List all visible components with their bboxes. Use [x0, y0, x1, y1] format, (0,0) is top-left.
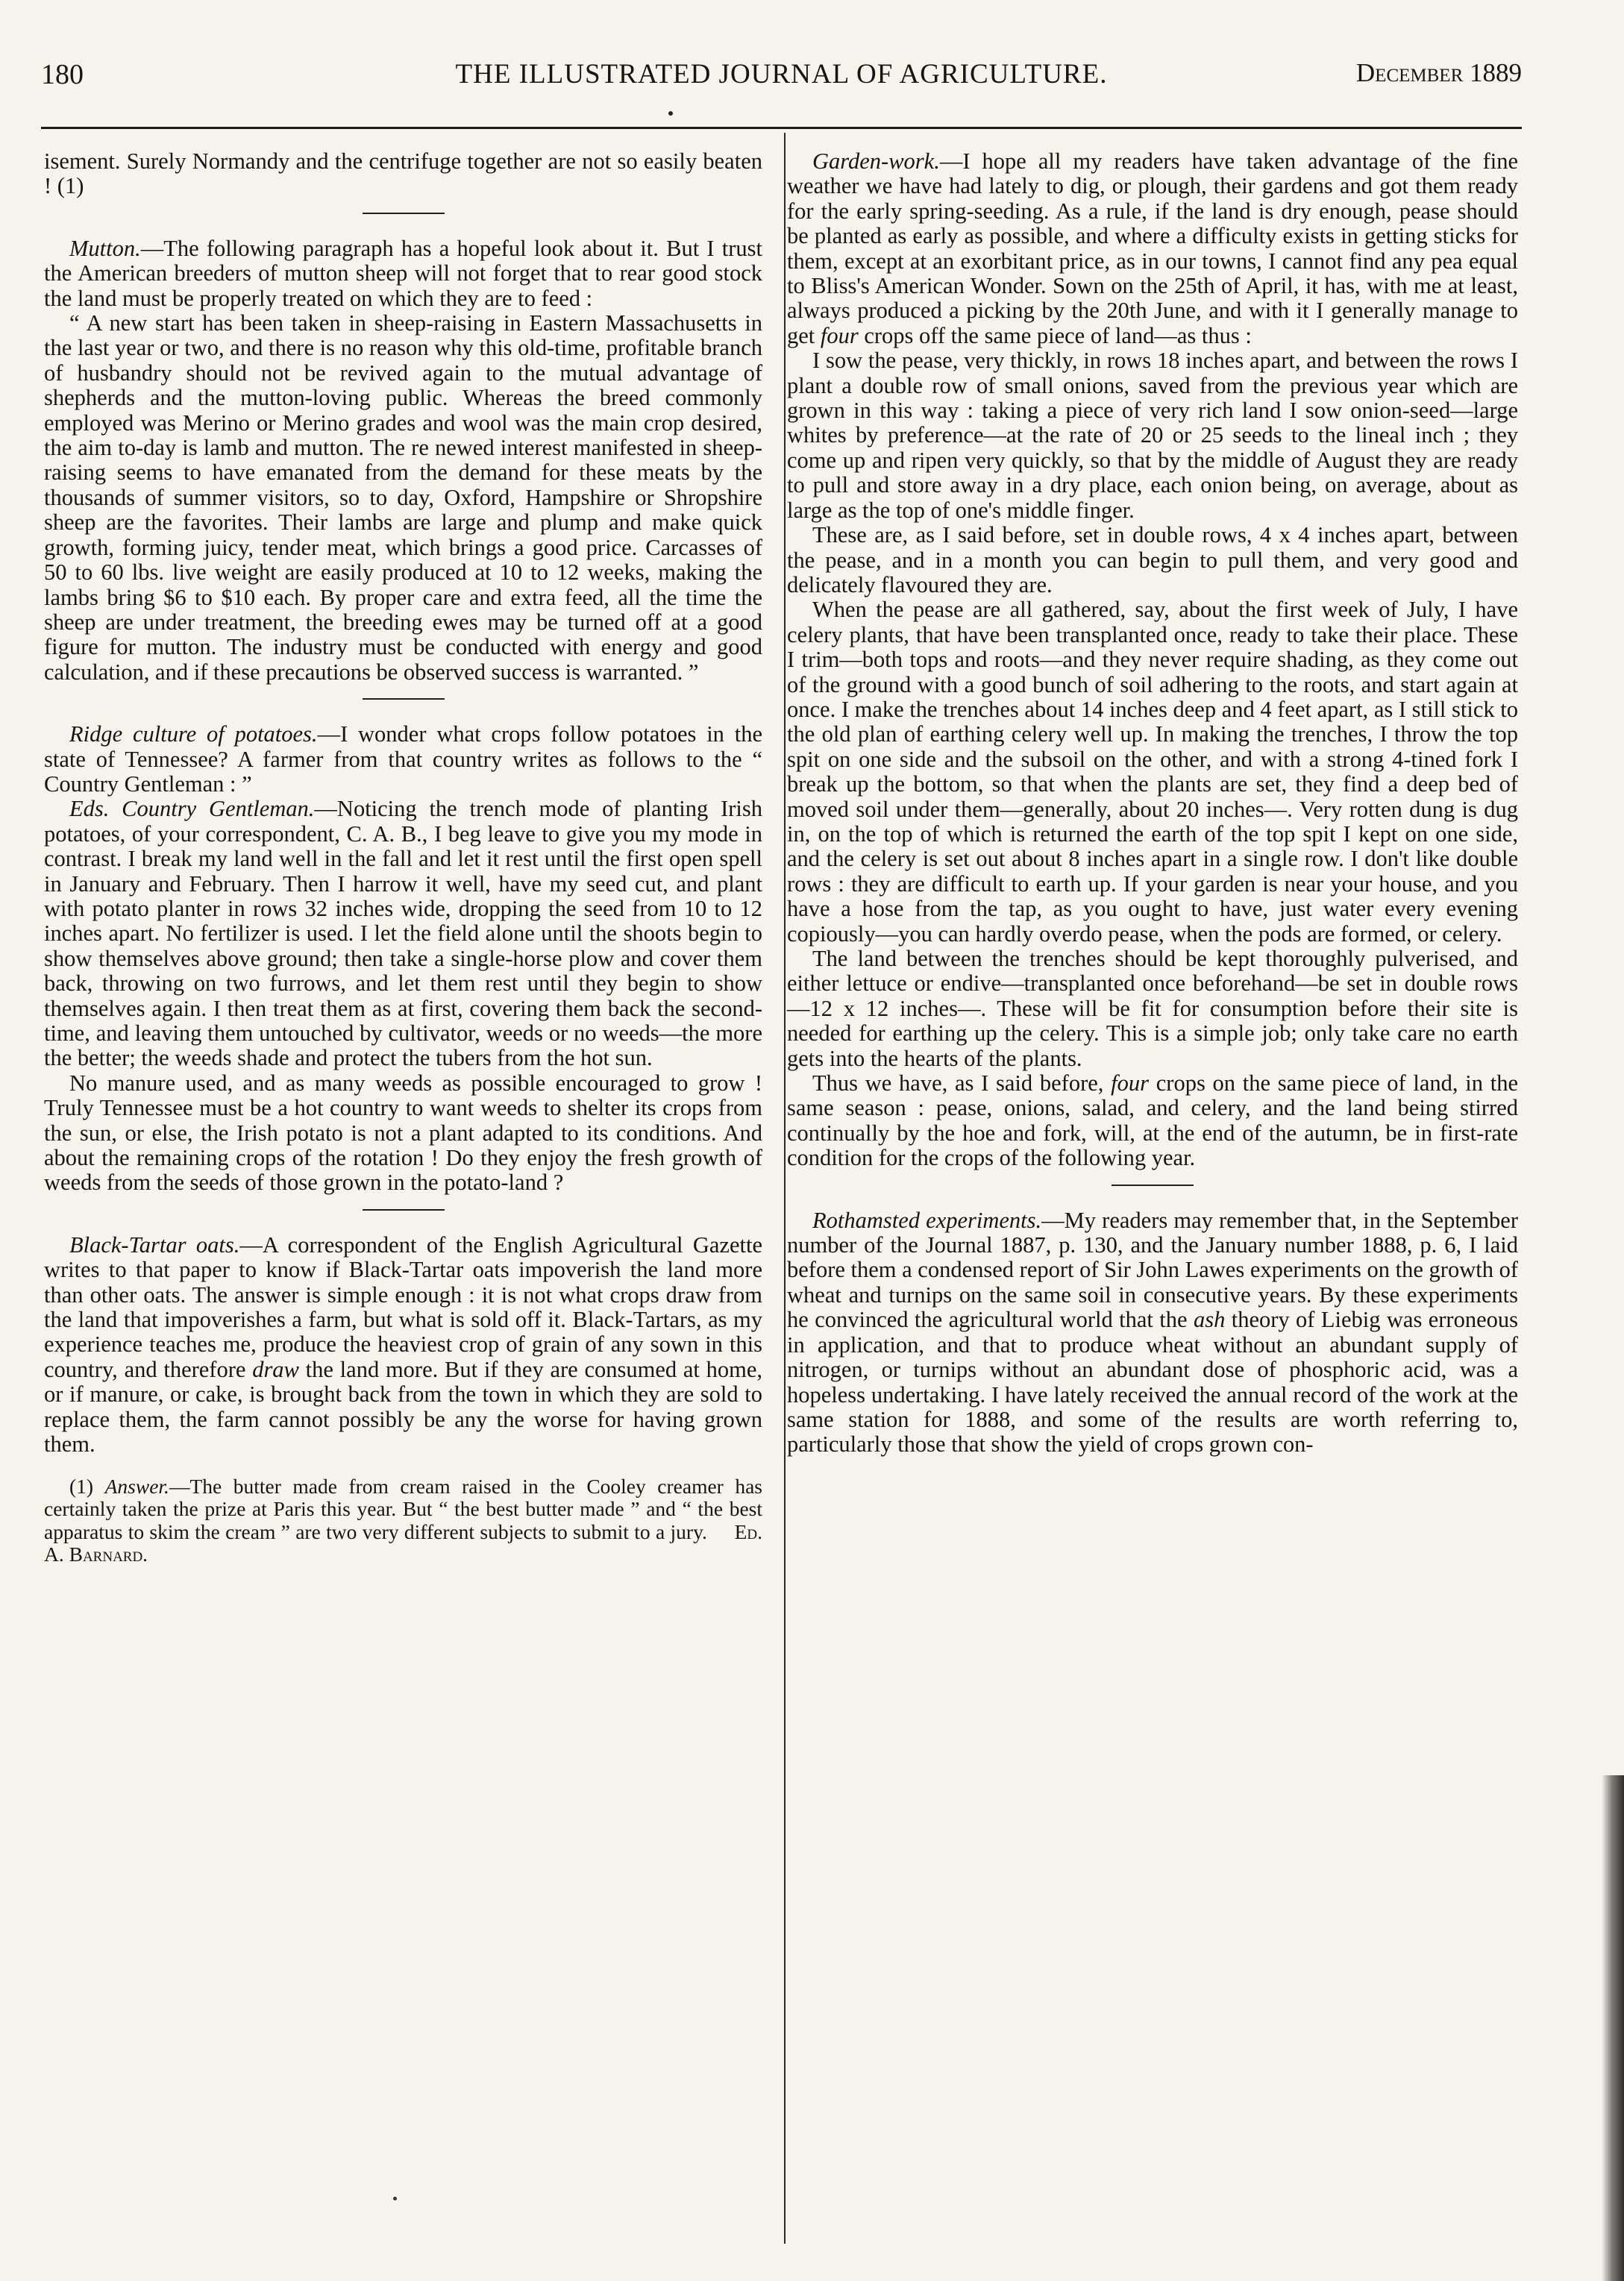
heading-black-tartar-oats: Black-Tartar oats.	[69, 1232, 240, 1258]
paragraph-rothamsted: Rothamsted experiments.—My readers may remember that, in the September number of the Journal 1887, p. 130, and the January number 1888, p. 6, I laid before them a condensed report of Sir John Lawes experiments on the growth of wheat and turnips on the same soil in consecutive years. By these experiments he convinced the agricultural world that the ash theory of Liebig was erroneous in application, and that to produce wheat without an abundant supply of nitrogen, or turnips without an abundant dose of phosphoric acid, was a hopeless undertaking. I have lately received the annual record of the work at the same station for 1888, and some of the results are worth referring to, particularly those that show the yield of crops grown con-	[787, 1207, 1519, 1458]
paragraph-double-rows: These are, as I said before, set in double rows, 4 x 4 inches apart, between the pease, and in a month you can begin to pull them, and very good and delicately flavoured they are.	[787, 522, 1518, 597]
paragraph-sow-pease: I sow the pease, very thickly, in rows 18 inches apart, and between the rows I plant a double row of small onions, saved from the previous year which are grown in this way : taking a piece of very rich land I sow onion-seed—large whites by preference—at the rate of 20 or 25 seeds to the lineal inch ; they come up and ripen very quickly, so that by the middle of August they are ready to pull and store away in a dry place, each onion being, on average, about as large as the top of one's middle finger.	[787, 348, 1518, 523]
header-ornament-dot	[668, 111, 673, 116]
paragraph-mutton: Mutton.—The following paragraph has a hopeful look about it. But I trust the American breeders of mutton sheep will not forget that to rear good stock the land must be properly treated on which they are to feed :	[44, 235, 762, 311]
section-separator	[1112, 1185, 1194, 1186]
footnote-signature: Ed. A. Barnard.	[44, 1519, 763, 1566]
section-separator	[363, 1209, 445, 1211]
paragraph-normandy: isement. Surely Normandy and the centrifuge together are not so easily beaten ! (1)	[44, 148, 762, 199]
section-separator	[363, 698, 445, 700]
heading-ridge-culture: Ridge culture of potatoes.	[69, 721, 318, 747]
section-separator	[363, 213, 445, 214]
footer-ornament-dot	[393, 2197, 397, 2200]
scan-edge-shadow	[1602, 1775, 1624, 2281]
paragraph-no-manure: No manure used, and as many weeds as possible encouraged to grow ! Truly Tennessee must be a hot country to want weeds to shelter its crops from the sun, or else, the Irish potato is not a plant adapted to its conditions. And about the remaining crops of the rotation ! Do they enjoy the fresh growth of weeds from the seeds of those grown in the potato-land ?	[44, 1070, 762, 1196]
paragraph-ridge-culture: Ridge culture of potatoes.—I wonder what crops follow potatoes in the state of Tennessee? A farmer from that country writes as follows to the “ Country Gentleman : ”	[44, 721, 762, 797]
heading-mutton: Mutton.	[69, 235, 141, 261]
heading-eds: Eds. Country Gentleman.	[69, 796, 315, 822]
quote-sheep-raising: “ A new start has been taken in sheep-raising in Eastern Massachusetts in the last year or two, and there is no reason why this old-time, profitable branch of husbandry should not be revived again to the mutual advantage of shepherds and the mutton-loving public. Whereas the breed commonly employed was Merino or Merino grades and wool was the main crop desired, the aim to-day is lamb and mutton. The re newed interest manifested in sheep-raising seems to have emanated from the demand for these meats by the thousands of summer visitors, so to day, Oxford, Hampshire or Shropshire sheep are the favorites. Their lambs are large and plump and make quick growth, forming juicy, tender meat, which brings a good price. Carcasses of 50 to 60 lbs. live weight are easily produced at 10 to 12 weeks, making the lambs bring $6 to $10 each. By proper care and extra feed, all the time the sheep are under treatment, the breeding ewes may be turned off at a good figure for mutton. The industry must be conducted with energy and good calculation, and if these precautions be observed success is warranted. ”	[44, 310, 762, 685]
journal-title: THE ILLUSTRATED JOURNAL OF AGRICULTURE.	[455, 59, 1108, 90]
footnote: (1) Answer.—The butter made from cream raised in the Cooley creamer has certainly taken the prize at Paris this year. But “ the best butter made ” and “ the best apparatus to skim the cream ” are two very different subjects to submit to a jury. Ed. A. Barnard.	[44, 1474, 763, 1566]
issue-date: December 1889	[1355, 58, 1522, 87]
paragraph-garden-work: Garden-work.—I hope all my readers have taken advantage of the fine weather we have had lately to dig, or plough, their gardens and got them ready for the early spring-seeding. As a rule, if the land is dry enough, pease should be planted as early as possible, and where a difficulty exists in getting sticks for them, except at an exorbitant price, as in our towns, I cannot find any pea equal to Bliss's American Wonder. Sown on the 25th of April, it has, with me at least, always produced a picking by the 20th June, and with it I generally manage to get four crops off the same piece of land—as thus :	[787, 148, 1518, 348]
page-header	[41, 58, 1522, 103]
paragraph-celery: When the pease are all gathered, say, about the first week of July, I have celery plants, that have been transplanted once, ready to take their place. These I trim—both tops and roots—and they never require shading, as they come out of the ground with a good bunch of soil adhering to the roots, and start again at once. I make the trenches about 14 inches deep and 4 feet apart, as I still stick to the old plan of earthing celery well up. In making the trenches, I throw the top spit on one side and the subsoil on the other, and with a strong 4-tined fork I break up the bottom, so that when the plants are set, they find a deep bed of moved soil under them—generally, about 20 inches—. Very rotten dung is dug in, on the top of which is returned the earth of the top spit I kept on one side, and the celery is set out about 8 inches apart in a single row. I don't like double rows : they are difficult to earth up. If your garden is near your house, and you have a hose from the tap, as you ought to have, just water every evening copiously—you can hardly overdo pease, when the pods are formed, or celery.	[787, 597, 1518, 947]
paragraph-eds-country-gentleman: Eds. Country Gentleman.—Noticing the trench mode of planting Irish potatoes, of your correspondent, C. A. B., I beg leave to give you my mode in contrast. I break my land well in the fall and let it rest until the first open spell in January and February. Then I harrow it well, have my seed cut, and plant with potato planter in rows 32 inches wide, dropping the seed from 10 to 12 inches apart. No fertilizer is used. I let the field alone until the shoots begin to show themselves above ground; then take a single-horse plow and cover them back, throwing on two furrows, and let them rest until they begin to show themselves again. I then treat them as at first, covering them back the second-time, and leaving them untouched by cultivator, weeds or no weeds—the more the better; the weeds shade and protect the tubers from the hot sun.	[44, 796, 762, 1071]
left-column	[44, 149, 762, 1566]
right-column	[787, 149, 1518, 1458]
column-divider	[784, 133, 786, 2244]
paragraph-lettuce: The land between the trenches should be kept thoroughly pulverised, and either lettuce or endive—transplanted once beforehand—be set in double rows—12 x 12 inches—. These will be fit for consumption before their site is needed for earthing up the celery. This is a simple job; only take care no earth gets into the hearts of the plants.	[787, 946, 1518, 1071]
paragraph-black-tartar-oats: Black-Tartar oats.—A correspondent of the English Agricultural Gazette writes to that paper to know if Black-Tartar oats impoverish the land more than other oats. The answer is simple enough : it is not what crops draw from the land that impoverishes a farm, but what is sold off it. Black-Tartars, as my experience teaches me, produce the heaviest crop of grain of any sown in this country, and therefore draw the land more. But if they are consumed at home, or if manure, or cake, is brought back from the town in which they are sold to replace them, the farm cannot possibly be any the worse for having grown them.	[44, 1232, 763, 1458]
page-number: 180	[41, 59, 84, 90]
header-rule	[41, 127, 1522, 129]
paragraph-four-crops: Thus we have, as I said before, four crops on the same piece of land, in the same season : pease, onions, salad, and celery, and the land being stirred continually by the hoe and fork, will, at the end of the autumn, be in first-rate condition for the crops of the following year.	[787, 1070, 1519, 1171]
heading-garden-work: Garden-work.	[812, 148, 940, 174]
heading-rothamsted: Rothamsted experiments.	[812, 1207, 1042, 1233]
